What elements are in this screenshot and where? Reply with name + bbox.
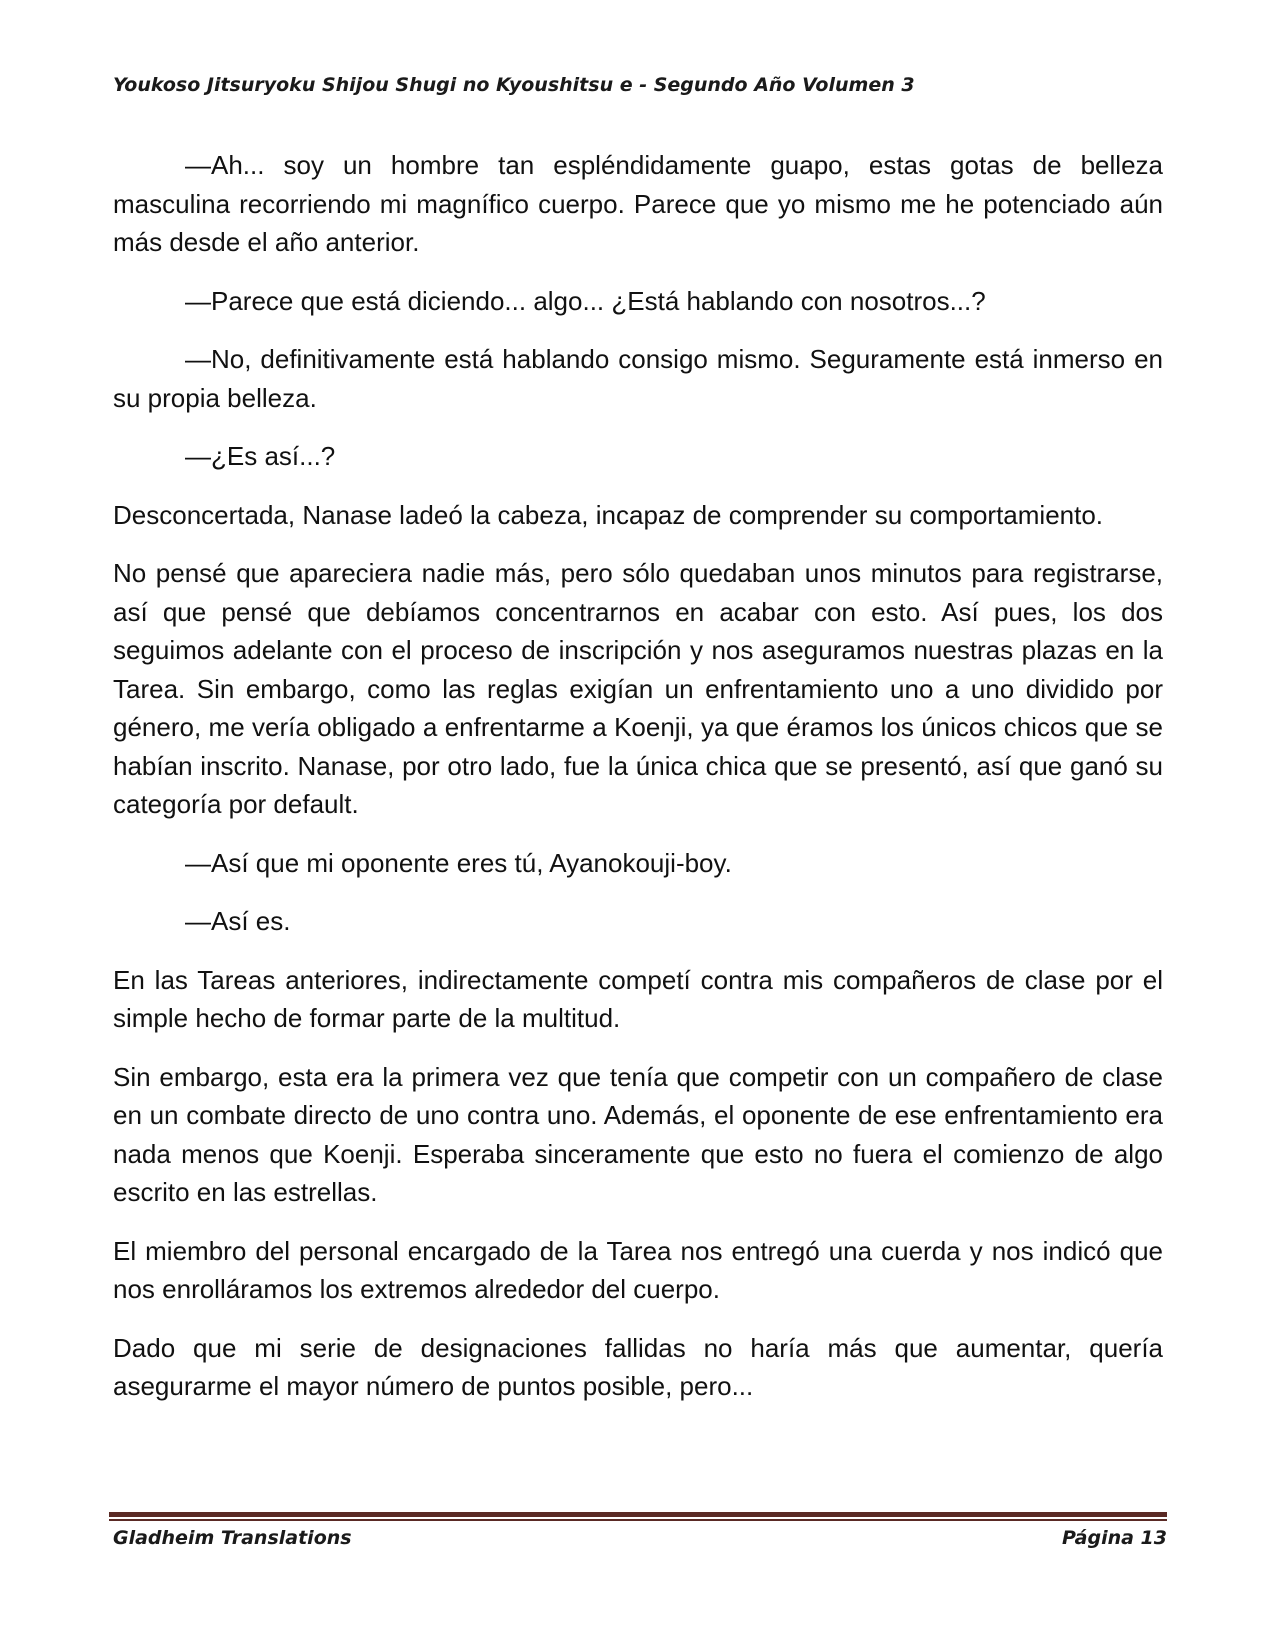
page-body [113, 146, 1163, 1426]
paragraph: En las Tareas anteriores, indirectamente competí contra mis compañeros de clase por el simple hecho de formar parte de la multitud. [113, 964, 1163, 1033]
paragraph: El miembro del personal encargado de la Tarea nos entregó una cuerda y nos indicó que nos enrolláramos los extremos alrededor del cuerpo. [113, 1235, 1163, 1304]
paragraph: —Así que mi oponente eres tú, Ayanokouji-boy. [185, 847, 732, 878]
paragraph: —No, definitivamente está hablando consigo mismo. Seguramente está inmerso en su propia belleza. [113, 344, 1163, 413]
paragraph: Sin embargo, esta era la primera vez que tenía que competir con un compañero de clase en un combate directo de uno contra uno. Además, el oponente de ese enfrentamiento era nada menos que Koenji. Esperaba sinceramente que esto no fuera el comienzo de algo escrito en las estrellas. [113, 1061, 1163, 1207]
paragraph: —Ah... soy un hombre tan espléndidamente guapo, estas gotas de belleza masculina recorriendo mi magnífico cuerpo. Parece que yo mismo me he potenciado aún más desde el año anterior. [113, 150, 1163, 257]
paragraph: Desconcertada, Nanase ladeó la cabeza, incapaz de comprender su comportamiento. [113, 499, 1104, 530]
paragraph: Dado que mi serie de designaciones fallidas no haría más que aumentar, quería asegurarme el mayor número de puntos posible, pero... [113, 1332, 1163, 1401]
page-number: Página 13 [1061, 1527, 1167, 1549]
paragraph: —Así es. [185, 906, 291, 936]
paragraph: —Parece que está diciendo... algo... ¿Está hablando con nosotros...? [185, 285, 986, 316]
paragraph: No pensé que apareciera nadie más, pero sólo quedaban unos minutos para registrarse, así que pensé que debíamos concentrarnos en acabar con esto. Así pues, los dos seguimos adelante con el proceso de inscripción y nos aseguramos nuestras plazas en la Tarea. Sin embargo, como las reglas exigían un enfrentamiento uno a uno dividido por género, me vería obligado a enfrentarme a Koenji, ya que éramos los únicos chicos que se habían inscrito. Nanase, por otro lado, fue la única chica que se presentó, así que ganó su categoría por default. [113, 558, 1163, 819]
footer-divider-thin [109, 1519, 1167, 1521]
running-header: Youkoso Jitsuryoku Shijou Shugi no Kyoushitsu e - Segundo Año Volumen 3 [113, 74, 915, 96]
paragraph: —¿Es así...? [185, 441, 336, 471]
footer-credit: Gladheim Translations [113, 1527, 352, 1549]
footer-divider [109, 1512, 1167, 1522]
footer-divider-thick [109, 1512, 1167, 1517]
